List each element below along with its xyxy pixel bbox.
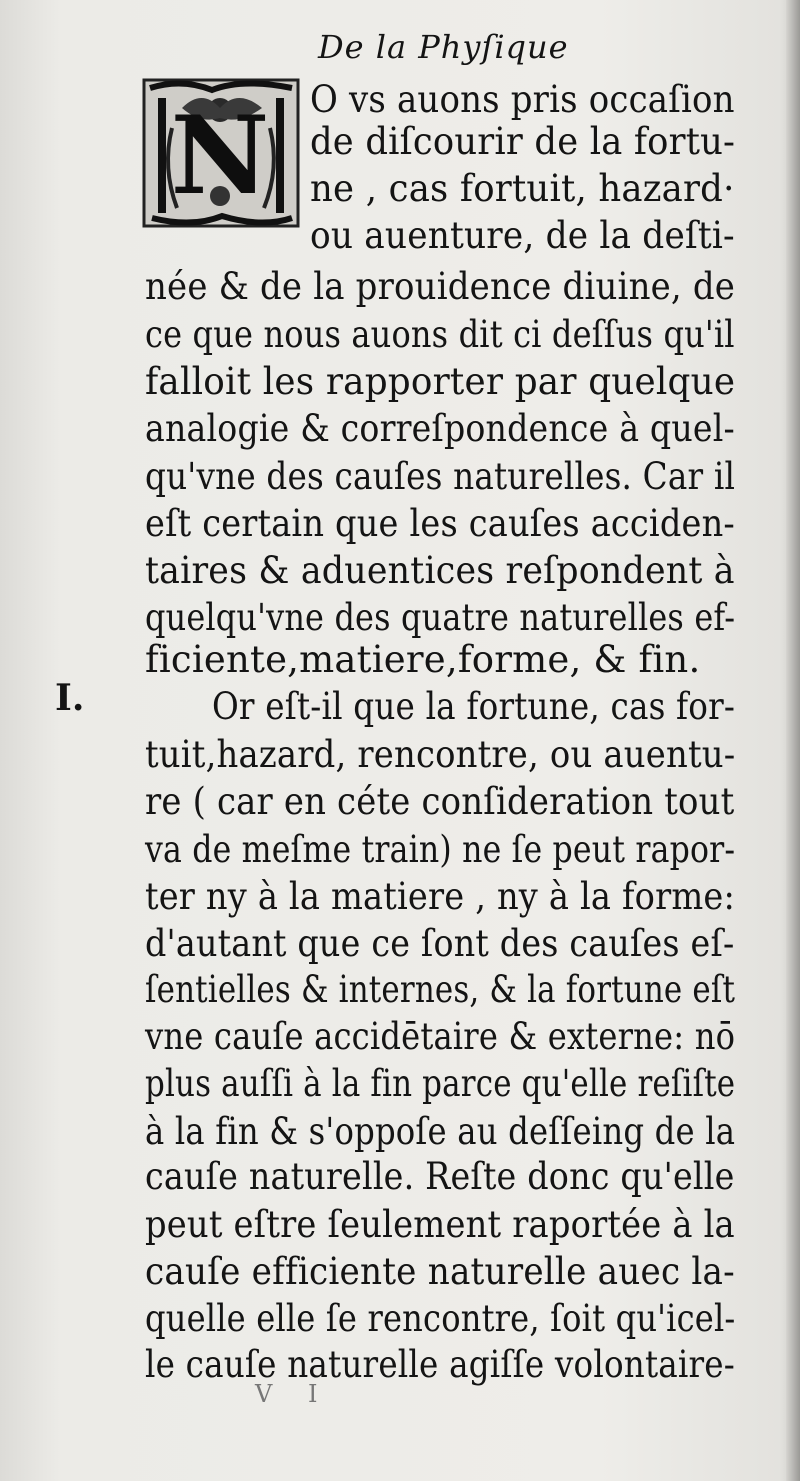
text-line: vne cauſe accidētaire & externe: nō	[145, 1015, 736, 1058]
text-line: ſentielles & internes, & la fortune eſt	[145, 968, 736, 1011]
text-line: de diſcourir de la fortu-	[310, 120, 736, 163]
text-line: quelle elle ſe rencontre, ſoit qu'icel-	[145, 1297, 736, 1340]
text-line: quelqu'vne des quatre naturelles ef-	[145, 596, 736, 639]
text-line: ne , cas fortuit, hazard·	[310, 167, 735, 210]
text-line: cauſe naturelle. Reſte donc qu'elle	[145, 1155, 735, 1198]
signature-mark: V I	[255, 1380, 332, 1408]
text-line: analogie & correſpondence à quel-	[145, 407, 735, 450]
text-line: qu'vne des cauſes naturelles. Car il	[145, 455, 736, 498]
text-line: O vs auons pris occaſion	[310, 78, 735, 121]
text-line: plus auſſi à la fin parce qu'elle reſiſte	[145, 1062, 736, 1105]
text-line: née & de la prouidence diuine, de	[145, 265, 736, 308]
text-line: ficiente,matiere,forme, & fin.	[145, 638, 701, 681]
text-line: eſt certain que les cauſes acciden-	[145, 502, 735, 545]
text-line: re ( car en céte conſideration tout	[145, 780, 735, 823]
running-head: De la Phyſique	[318, 28, 569, 66]
text-line: peut eſtre ſeulement raportée à la	[145, 1203, 735, 1246]
text-line: le cauſe naturelle agiſſe volontaire-	[145, 1343, 736, 1386]
text-line: falloit les rapporter par quelque	[145, 360, 736, 403]
page-gutter	[786, 0, 800, 1481]
marginal-numeral: I.	[55, 677, 85, 719]
text-line: Or eſt-il que la fortune, cas for-	[212, 685, 736, 728]
text-line: taires & aduentices reſpondent à	[145, 549, 735, 592]
initial-letter: N	[170, 93, 270, 219]
decorated-initial	[142, 78, 300, 228]
text-line: cauſe efficiente naturelle auec la-	[145, 1250, 735, 1293]
text-line: d'autant que ce ſont des cauſes eſ-	[145, 922, 735, 965]
text-line: ce que nous auons dit ci deſſus qu'il	[145, 313, 735, 356]
text-line: ou auenture, de la deſti-	[310, 214, 735, 257]
text-line: ter ny à la matiere , ny à la forme:	[145, 875, 736, 918]
text-line: à la fin & s'oppoſe au deſſeing de la	[145, 1110, 736, 1153]
text-line: va de meſme train) ne ſe peut rapor-	[145, 828, 736, 871]
text-line: tuit,hazard, rencontre, ou auentu-	[145, 733, 736, 776]
